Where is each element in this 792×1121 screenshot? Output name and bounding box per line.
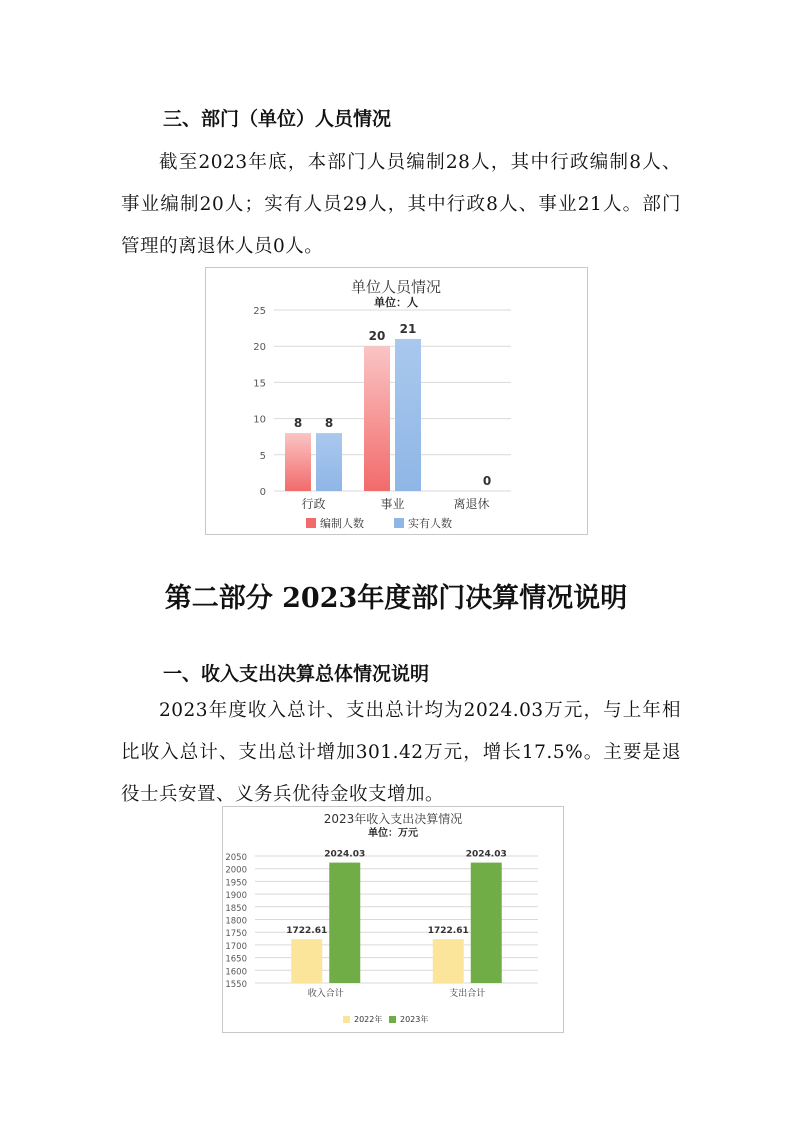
- bar-实有人数: [395, 339, 421, 491]
- y-tick-label: 25: [253, 306, 266, 317]
- legend-swatch: [394, 518, 404, 528]
- y-tick-label: 1650: [225, 954, 247, 965]
- y-tick-label: 1850: [225, 903, 247, 914]
- section3-heading: 三、部门（单位）人员情况: [163, 108, 392, 130]
- legend-swatch: [343, 1016, 350, 1023]
- data-label: 2024.03: [324, 849, 366, 860]
- bar-2023年: [329, 863, 360, 983]
- y-tick-label: 1750: [225, 929, 247, 940]
- legend-label: 2023年: [400, 1015, 429, 1024]
- section3-paragraph: 截至2023年底，本部门人员编制28人，其中行政编制8人、事业编制20人；实有人员29人，其中行政8人、事业21人。部门管理的离退休人员0人。: [121, 152, 681, 257]
- legend-swatch: [389, 1016, 396, 1023]
- chart-subtitle: 单位：万元: [368, 828, 418, 839]
- data-label: 20: [368, 329, 386, 344]
- budget-chart: [222, 806, 564, 1033]
- bar-实有人数: [316, 433, 342, 491]
- chart-title: 2023年收入支出决算情况: [323, 812, 463, 826]
- x-category-label: 支出合计: [449, 989, 486, 999]
- x-category-label: 离退休: [453, 497, 490, 511]
- budget-chart-svg: [223, 807, 563, 1032]
- chart-subtitle: 单位：人: [374, 296, 418, 309]
- y-tick-label: 5: [259, 450, 266, 462]
- x-category-label: 事业: [380, 497, 405, 511]
- y-tick-label: 20: [253, 342, 266, 354]
- y-tick-label: 15: [253, 378, 266, 390]
- data-label: 2024.03: [465, 849, 507, 860]
- y-tick-label: 2050: [225, 853, 247, 863]
- section1-heading: 一、收入支出决算总体情况说明: [163, 663, 430, 685]
- legend-label: 编制人数: [320, 517, 364, 530]
- x-category-label: 行政: [301, 497, 326, 511]
- section1-paragraph: 2023年度收入总计、支出总计均为2024.03万元，与上年相比收入总计、支出总计增加301.42万元，增长17.5%。主要是退役士兵安置、义务兵优待金收支增加。: [121, 700, 681, 805]
- y-tick-label: 1900: [225, 891, 247, 902]
- data-label: 8: [293, 416, 303, 431]
- bar-2022年: [291, 939, 322, 983]
- chart-title: 单位人员情况: [350, 278, 442, 296]
- data-label: 1722.61: [286, 926, 328, 937]
- y-tick-label: 1700: [225, 941, 247, 952]
- legend-swatch: [306, 518, 316, 528]
- y-tick-label: 10: [253, 414, 266, 426]
- staff-chart: [205, 267, 588, 535]
- y-tick-label: 0: [259, 487, 266, 498]
- data-label: 1722.61: [427, 926, 469, 937]
- bar-编制人数: [364, 346, 390, 491]
- data-label: 21: [399, 321, 417, 336]
- data-label: 0: [482, 474, 492, 488]
- y-tick-label: 1950: [225, 878, 247, 889]
- y-tick-label: 1550: [225, 980, 247, 990]
- y-tick-label: 1800: [225, 916, 247, 927]
- legend-label: 2022年: [354, 1015, 383, 1024]
- bar-编制人数: [285, 433, 311, 491]
- x-category-label: 收入合计: [307, 989, 344, 999]
- part2-title: 第二部分 2023年度部门决算情况说明: [164, 583, 628, 614]
- y-tick-label: 2000: [225, 865, 247, 876]
- bar-2022年: [433, 939, 464, 983]
- staff-chart-svg: [206, 268, 587, 534]
- legend-label: 实有人数: [408, 517, 452, 530]
- bar-2023年: [471, 863, 502, 983]
- y-tick-label: 1600: [225, 967, 247, 978]
- data-label: 8: [324, 416, 334, 431]
